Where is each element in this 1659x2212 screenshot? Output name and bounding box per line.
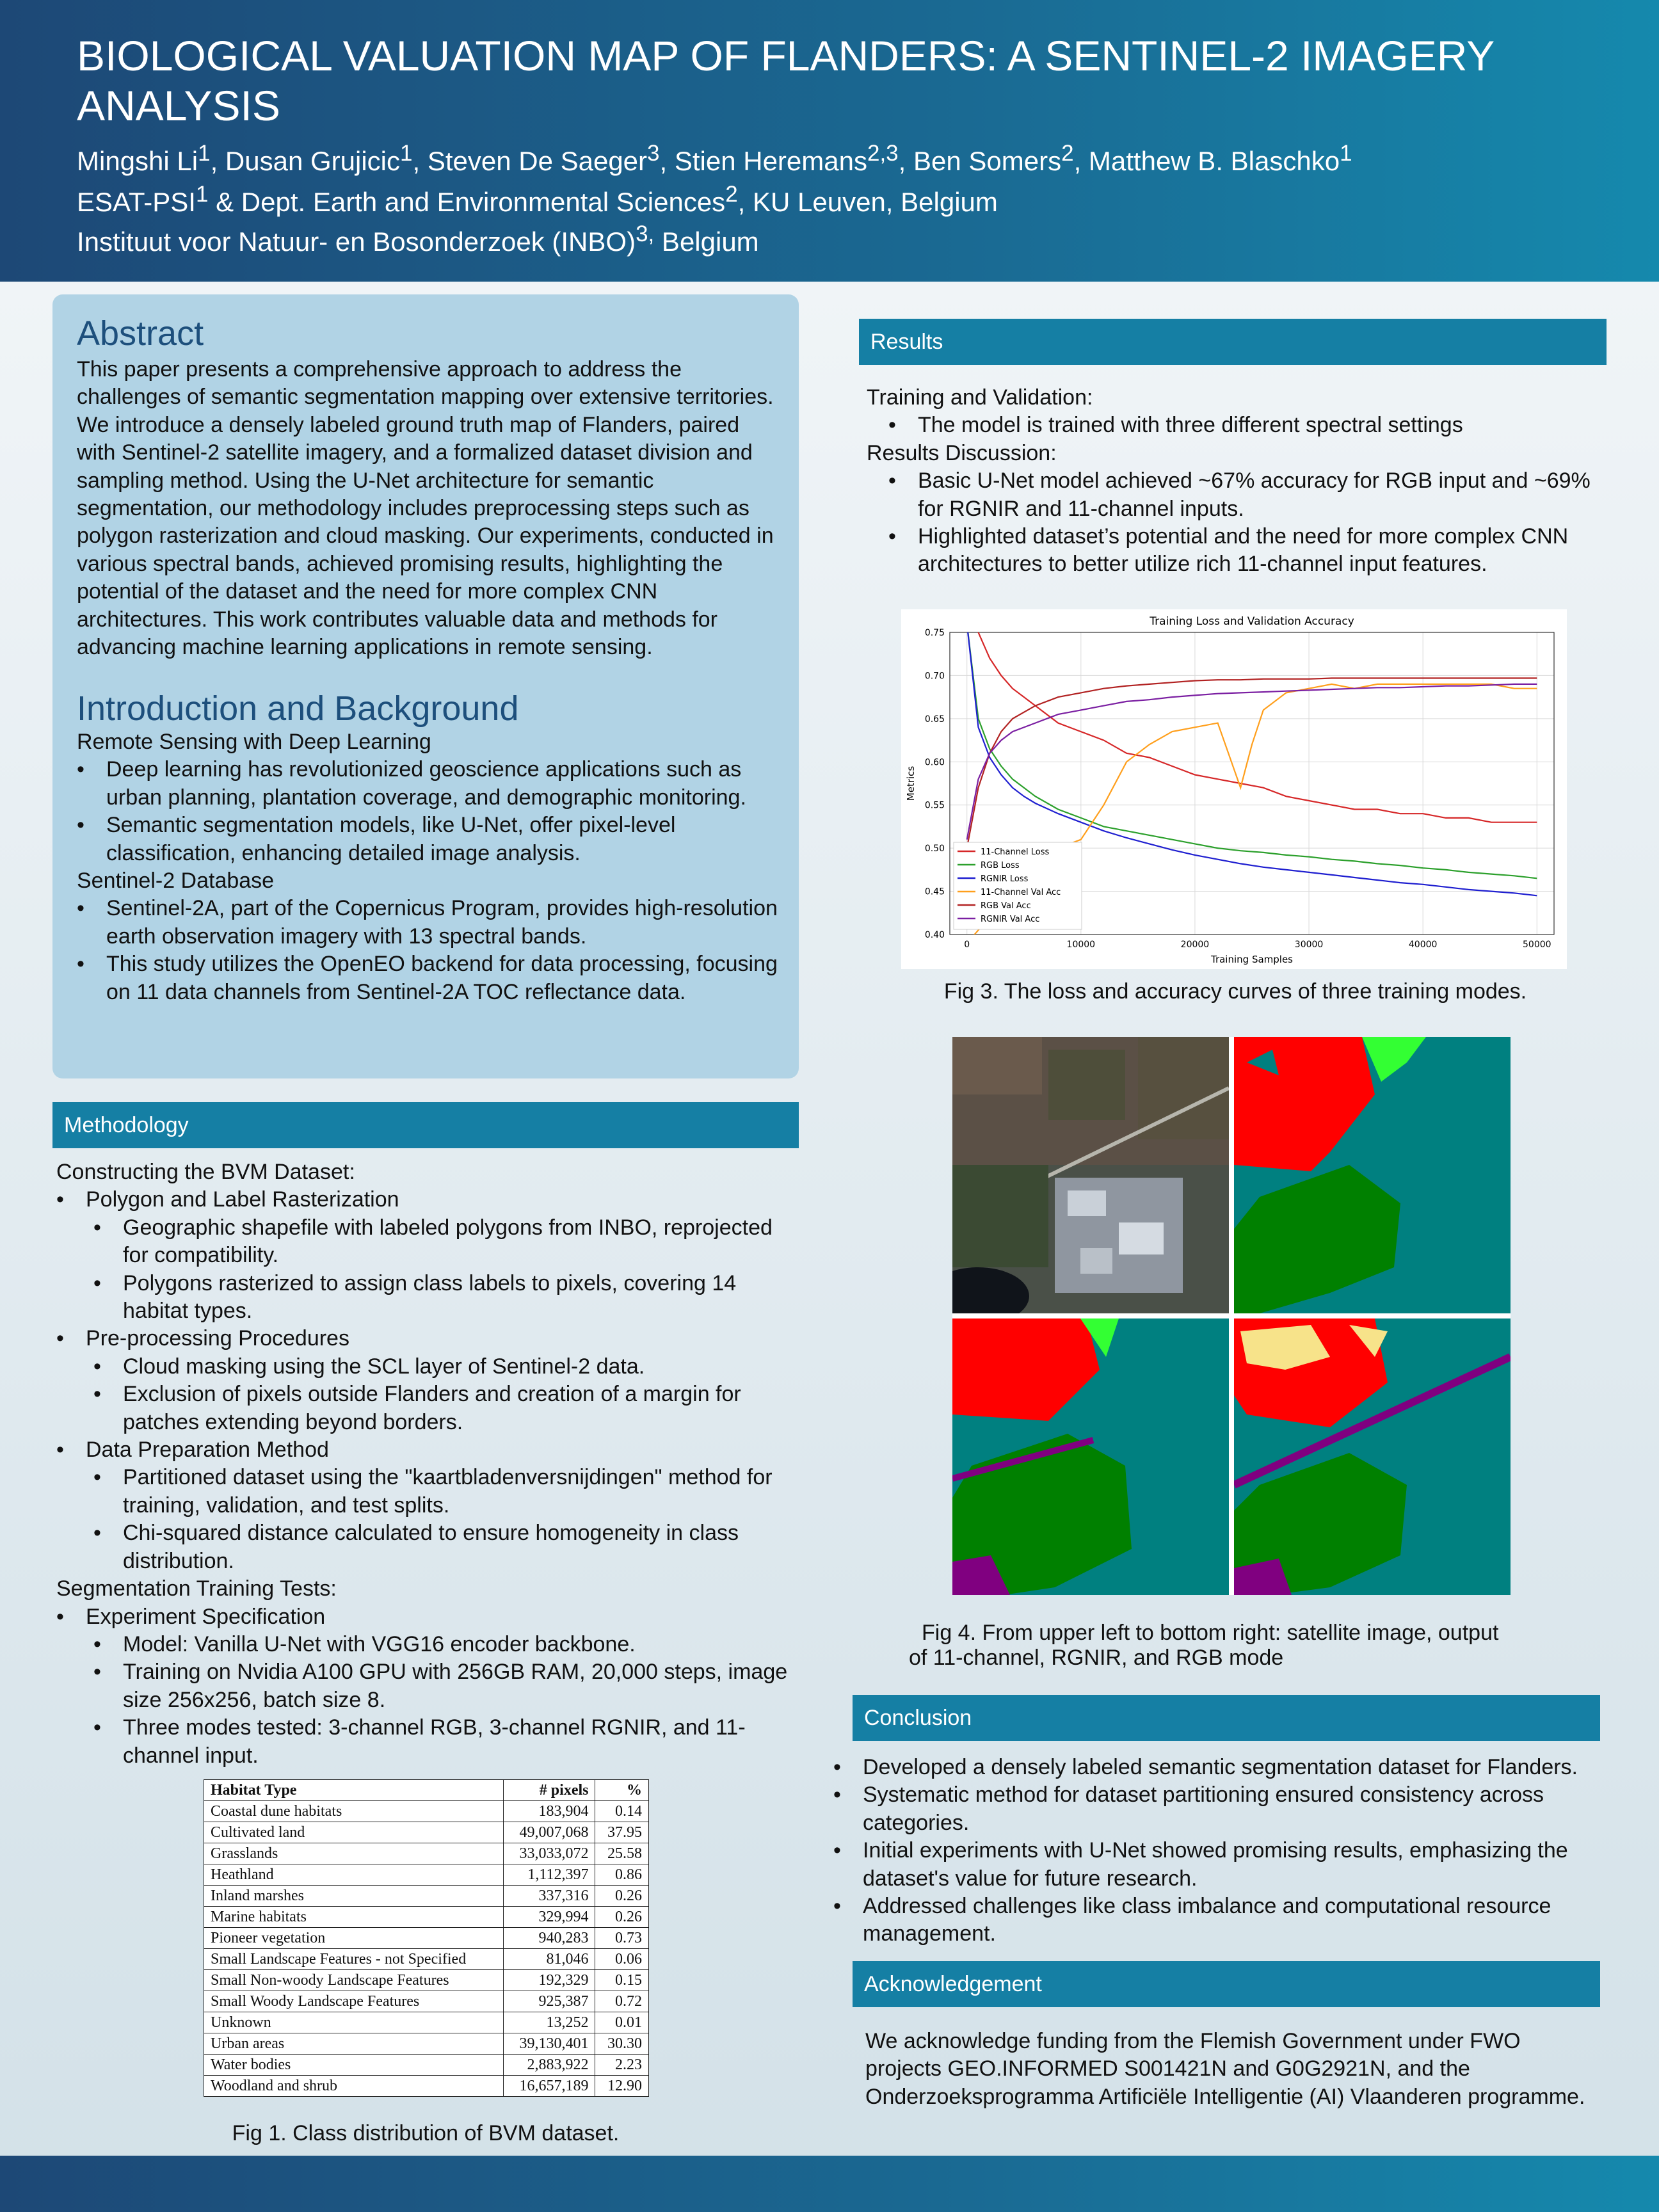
table-cell-percent: 0.73: [595, 1928, 649, 1949]
table-cell-percent: 2.23: [595, 2055, 649, 2076]
author-sup: 2: [1061, 141, 1074, 166]
results-label: Results Discussion:: [867, 440, 1057, 465]
table-row: [204, 1801, 649, 1822]
table-cell-percent: 0.86: [595, 1864, 649, 1886]
y-tick-label: 0.55: [924, 800, 945, 811]
table-header: # pixels: [503, 1780, 595, 1801]
habitat-table: [204, 1779, 649, 2097]
x-axis-label: Training Samples: [1210, 954, 1294, 965]
x-tick-label: 10000: [1066, 940, 1096, 950]
intro-bullet: • Sentinel-2A, part of the Copernicus Program, provides high-resolution earth observation imagery with 13 spectral bands.: [77, 895, 781, 950]
table-row: [204, 1928, 649, 1949]
affiliation-text: & Dept. Earth and Environmental Sciences: [208, 187, 726, 217]
affiliation-text: Belgium: [654, 227, 759, 257]
table-row: [204, 1864, 649, 1886]
method-subbullet: • Partitioned dataset using the "kaartbladenversnijdingen" method for training, validation, and test splits.: [56, 1464, 799, 1519]
table-cell-percent: 12.90: [595, 2076, 649, 2097]
affiliation-sup: 2: [725, 182, 738, 207]
intro-body: [77, 728, 781, 1006]
fig3-caption: Fig 3. The loss and accuracy curves of three training modes.: [943, 979, 1527, 1004]
satellite-image-drawing: [952, 1037, 1229, 1313]
table-cell-pixels: 33,033,072: [503, 1843, 595, 1864]
x-tick-label: 40000: [1408, 940, 1438, 950]
methodology-body: [56, 1158, 799, 1770]
legend-label: RGNIR Loss: [981, 874, 1029, 884]
table-row: [204, 1949, 649, 1970]
method-subbullet: • Exclusion of pixels outside Flanders and creation of a margin for patches extending beyond borders.: [56, 1381, 799, 1436]
method-subbullet: • Training on Nvidia A100 GPU with 256GB RAM, 20,000 steps, image size 256x256, batch size 8.: [56, 1658, 799, 1714]
method-subbullet: • Geographic shapefile with labeled polygons from INBO, reprojected for compatibility.: [56, 1214, 799, 1270]
poster-title: BIOLOGICAL VALUATION MAP OF FLANDERS: A SENTINEL-2 IMAGERY ANALYSIS: [77, 32, 1495, 129]
results-heading: Results: [859, 319, 1607, 365]
table-cell-pixels: 925,387: [503, 1991, 595, 2012]
table-row: [204, 1991, 649, 2012]
seg-rgb: [1234, 1318, 1511, 1595]
table-cell-pixels: 81,046: [503, 1949, 595, 1970]
table-cell-name: Marine habitats: [204, 1907, 504, 1928]
table-header: %: [595, 1780, 649, 1801]
table-row: [204, 1886, 649, 1907]
conclusion-body: [833, 1754, 1627, 1948]
results-label: Training and Validation:: [867, 385, 1093, 410]
table-cell-pixels: 13,252: [503, 2012, 595, 2033]
author-list: Mingshi Li$^1$, Dusan Grujicic$^1$, Steven De Saeger$^3$, Stien Heremans$^{2,3}$, Ben Somers$^2$, Matthew B. Blaschko$^1$: [77, 141, 1352, 176]
table-cell-name: Grasslands: [204, 1843, 504, 1864]
results-bullet: • Highlighted dataset’s potential and the need for more complex CNN architectures to better utilize rich 11-channel input features.: [867, 523, 1609, 579]
y-tick-label: 0.40: [924, 930, 945, 940]
poster-header: [0, 0, 1659, 282]
table-row: [204, 2076, 649, 2097]
table-cell-pixels: 2,883,922: [503, 2055, 595, 2076]
abstract-text: This paper presents a comprehensive approach to address the challenges of semantic segmentation mapping over extensive territories. We introduce a densely labeled ground truth map of Flanders, paired with Sentinel-2 satellite imagery, and a formalized dataset division and sampling method. Using the U-Net architecture for semantic segmentation, our methodology includes preprocessing steps such as polygon rasterization and cloud masking. Our experiments, conducted in various spectral bands, achieved promising results, highlighting the potential of the dataset and the need for more complex CNN architectures. This work contributes valuable data and methods for advancing machine learning applications in remote sensing.: [77, 357, 774, 660]
affiliation-sup: 3,: [636, 221, 655, 246]
table-cell-pixels: 329,994: [503, 1907, 595, 1928]
table-cell-pixels: 16,657,189: [503, 2076, 595, 2097]
training-curves-chart: [901, 609, 1567, 969]
results-bullet: • The model is trained with three different spectral settings: [867, 412, 1609, 439]
author-name: Matthew B. Blaschko: [1088, 146, 1340, 176]
results-bullet: • Basic U-Net model achieved ~67% accuracy for RGB input and ~69% for RGNIR and 11-channel inputs.: [867, 467, 1609, 523]
table-cell-name: Woodland and shrub: [204, 2076, 504, 2097]
table-cell-pixels: 192,329: [503, 1970, 595, 1991]
intro-bullet: • This study utilizes the OpenEO backend for data processing, focusing on 11 data channels from Sentinel-2A TOC reflectance data.: [77, 950, 781, 1006]
author-name: Stien Heremans: [674, 146, 867, 176]
method-subbullet: • Model: Vanilla U-Net with VGG16 encoder backbone.: [56, 1631, 799, 1658]
table-row: [204, 1822, 649, 1843]
table-row: [204, 2033, 649, 2055]
method-heading: Constructing the BVM Dataset:: [56, 1160, 355, 1184]
table-cell-percent: 0.15: [595, 1970, 649, 1991]
abstract-heading: Abstract: [77, 314, 204, 353]
intro-bullet: • Deep learning has revolutionized geoscience applications such as urban planning, plantation coverage, and demographic monitoring.: [77, 756, 781, 812]
forest-area: [952, 1165, 1048, 1267]
segmentation-figure: [952, 1037, 1511, 1595]
field-area: [952, 1037, 1042, 1094]
x-tick-label: 30000: [1294, 940, 1324, 950]
intro-subheading: Remote Sensing with Deep Learning: [77, 730, 431, 754]
building: [1119, 1222, 1164, 1254]
table-cell-percent: 30.30: [595, 2033, 649, 2055]
table-cell-name: Small Woody Landscape Features: [204, 1991, 504, 2012]
x-tick-label: 0: [964, 940, 970, 950]
legend-label: 11-Channel Loss: [981, 847, 1050, 857]
method-bullet: • Polygon and Label Rasterization: [56, 1186, 799, 1214]
y-tick-label: 0.60: [924, 757, 945, 768]
table-cell-pixels: 1,112,397: [503, 1864, 595, 1886]
y-axis-label: Metrics: [905, 765, 917, 801]
seg-rgnir-drawing: [952, 1318, 1229, 1595]
table-cell-name: Urban areas: [204, 2033, 504, 2055]
affiliation-text: Instituut voor Natuur- en Bosonderzoek (INBO): [77, 227, 636, 257]
satellite-image: [952, 1037, 1229, 1313]
legend-label: 11-Channel Val Acc: [981, 888, 1061, 897]
method-subbullet: • Three modes tested: 3-channel RGB, 3-channel RGNIR, and 11-channel input.: [56, 1714, 799, 1770]
table-cell-name: Water bodies: [204, 2055, 504, 2076]
conclusion-bullet: • Developed a densely labeled semantic segmentation dataset for Flanders.: [833, 1754, 1627, 1781]
table-cell-name: Small Landscape Features - not Specified: [204, 1949, 504, 1970]
table-cell-pixels: 49,007,068: [503, 1822, 595, 1843]
fig4-caption: [909, 1621, 1549, 1671]
table-header: Habitat Type: [204, 1780, 504, 1801]
author-sup: 1: [1340, 141, 1352, 166]
author-name: Mingshi Li: [77, 146, 198, 176]
intro-subheading: Sentinel-2 Database: [77, 869, 275, 894]
seg-rgb-drawing: [1234, 1318, 1511, 1595]
conclusion-bullet: • Systematic method for dataset partitioning ensured consistency across categories.: [833, 1781, 1627, 1837]
table-cell-name: Coastal dune habitats: [204, 1801, 504, 1822]
method-heading: Segmentation Training Tests:: [56, 1576, 337, 1601]
y-tick-label: 0.70: [924, 671, 945, 682]
conclusion-bullet: • Addressed challenges like class imbalance and computational resource management.: [833, 1893, 1627, 1948]
seg-rgnir: [952, 1318, 1229, 1595]
table-cell-pixels: 183,904: [503, 1801, 595, 1822]
seg-11-channel: [1234, 1037, 1511, 1313]
table-cell-percent: 37.95: [595, 1822, 649, 1843]
y-tick-label: 0.50: [924, 844, 945, 854]
author-name: Dusan Grujicic: [225, 146, 400, 176]
table-row: [204, 2012, 649, 2033]
method-subbullet: • Polygons rasterized to assign class labels to pixels, covering 14 habitat types.: [56, 1270, 799, 1326]
table-cell-percent: 0.06: [595, 1949, 649, 1970]
author-name: Steven De Saeger: [427, 146, 648, 176]
table-cell-percent: 0.26: [595, 1907, 649, 1928]
ack-heading: Acknowledgement: [853, 1961, 1600, 2007]
table-cell-name: Small Non-woody Landscape Features: [204, 1970, 504, 1991]
table-cell-name: Cultivated land: [204, 1822, 504, 1843]
method-bullet: • Data Preparation Method: [56, 1436, 799, 1464]
affiliation-sup: 1: [195, 182, 209, 207]
legend-label: RGB Loss: [981, 861, 1020, 870]
table-row: [204, 1970, 649, 1991]
table-cell-name: Inland marshes: [204, 1886, 504, 1907]
author-sup: 3: [647, 141, 660, 166]
y-tick-label: 0.65: [924, 714, 945, 725]
conclusion-bullet: • Initial experiments with U-Net showed promising results, emphasizing the dataset's value for future research.: [833, 1837, 1627, 1893]
legend-label: RGNIR Val Acc: [981, 915, 1040, 924]
x-tick-label: 50000: [1523, 940, 1551, 950]
chart-title: Training Loss and Validation Accuracy: [1150, 615, 1354, 628]
table-row: [204, 1907, 649, 1928]
author-sup: 1: [400, 141, 413, 166]
author-sup: 2,3: [867, 141, 899, 166]
table-cell-name: Pioneer vegetation: [204, 1928, 504, 1949]
affiliation-text: ESAT-PSI: [77, 187, 196, 217]
table-cell-pixels: 940,283: [503, 1928, 595, 1949]
building: [1068, 1190, 1106, 1216]
table-row: [204, 2055, 649, 2076]
table-header-row: [204, 1780, 649, 1801]
method-bullet: • Pre-processing Procedures: [56, 1325, 799, 1352]
methodology-heading: Methodology: [52, 1102, 799, 1148]
results-body: [867, 384, 1609, 579]
seg-11-channel-drawing: [1234, 1037, 1511, 1313]
water-body: [952, 1267, 1029, 1313]
intro-heading: Introduction and Background: [77, 689, 519, 728]
table-cell-pixels: 39,130,401: [503, 2033, 595, 2055]
table-cell-percent: 0.26: [595, 1886, 649, 1907]
table-cell-percent: 0.72: [595, 1991, 649, 2012]
method-subbullet: • Chi-squared distance calculated to ensure homogeneity in class distribution.: [56, 1519, 799, 1575]
y-tick-label: 0.45: [924, 886, 945, 897]
fig1-caption: Fig 1. Class distribution of BVM dataset.: [232, 2121, 620, 2145]
fig4-caption-line: of 11-channel, RGNIR, and RGB mode: [909, 1646, 1284, 1670]
table-row: [204, 1843, 649, 1864]
method-subbullet: • Cloud masking using the SCL layer of Sentinel-2 data.: [56, 1353, 799, 1381]
field-area: [1048, 1050, 1125, 1120]
ack-text: We acknowledge funding from the Flemish Government under FWO projects GEO.INFORMED S001421N and G0G2921N, and the Onderzoeksprogramma Artificiële Intelligentie (AI) Vlaanderen programme.: [865, 2029, 1585, 2109]
intro-bullet: • Semantic segmentation models, like U-Net, offer pixel-level classification, enhancing detailed image analysis.: [77, 812, 781, 867]
table-cell-pixels: 337,316: [503, 1886, 595, 1907]
affiliation-text: , KU Leuven, Belgium: [737, 187, 998, 217]
building: [1080, 1248, 1112, 1274]
affiliation-2: [77, 221, 759, 257]
table-cell-percent: 0.14: [595, 1801, 649, 1822]
legend-label: RGB Val Acc: [981, 901, 1031, 911]
x-tick-label: 20000: [1180, 940, 1210, 950]
author-name: Ben Somers: [913, 146, 1062, 176]
table-cell-percent: 25.58: [595, 1843, 649, 1864]
affiliation-1: [77, 182, 998, 218]
y-tick-label: 0.75: [924, 628, 945, 638]
method-bullet: • Experiment Specification: [56, 1603, 799, 1631]
conclusion-heading: Conclusion: [853, 1695, 1600, 1741]
table-cell-name: Heathland: [204, 1864, 504, 1886]
table-cell-percent: 0.01: [595, 2012, 649, 2033]
poster-footer: [0, 2156, 1659, 2212]
table-cell-name: Unknown: [204, 2012, 504, 2033]
fig4-caption-line: Fig 4. From upper left to bottom right: satellite image, output: [922, 1621, 1499, 1645]
author-sup: 1: [198, 141, 211, 166]
